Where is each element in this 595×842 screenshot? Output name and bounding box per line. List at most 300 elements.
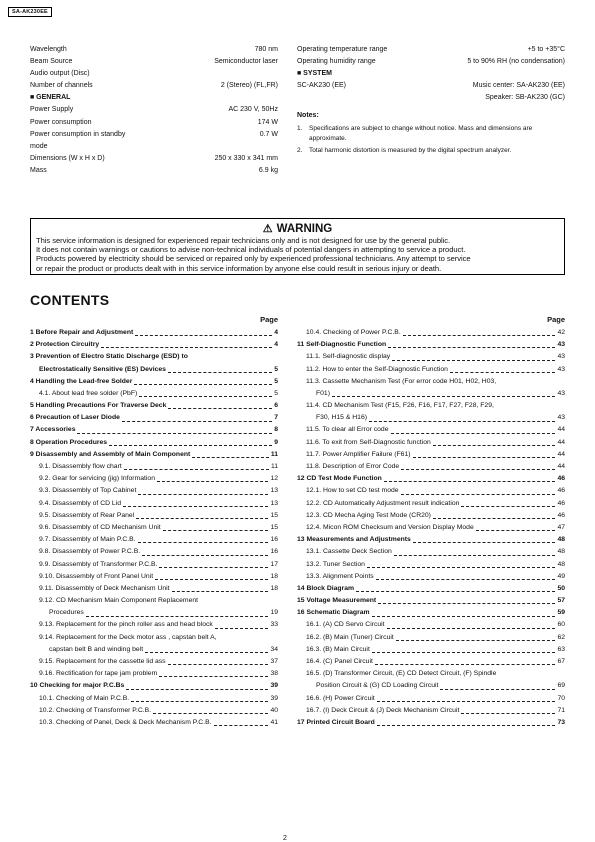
toc-entry-page: 62: [557, 633, 565, 641]
toc-leader: [433, 445, 556, 446]
toc-entry[interactable]: [297, 510, 565, 522]
toc-entry[interactable]: [30, 510, 278, 522]
toc-entry[interactable]: [30, 583, 278, 595]
toc-entry-page: 44: [557, 426, 565, 434]
spec-value: +5 to +35°C: [527, 46, 565, 53]
toc-entry-title: 16.1. (A) CD Servo Circuit: [306, 621, 385, 629]
toc-entry[interactable]: [297, 412, 565, 424]
toc-entry[interactable]: [297, 461, 565, 473]
toc-leader: [372, 616, 556, 617]
toc-entry[interactable]: [30, 534, 278, 546]
toc-entry-title: 11.1. Self-diagnostic display: [306, 353, 391, 361]
toc-entry[interactable]: [30, 473, 278, 485]
toc-entry-page: 46: [557, 487, 565, 495]
toc-leader: [126, 689, 268, 690]
model-tag: SA-AK230EE: [8, 7, 52, 17]
toc-entry[interactable]: [30, 522, 278, 534]
toc-entry[interactable]: [30, 425, 278, 437]
toc-entry-title: 11.2. How to enter the Self-Diagnostic Function: [306, 365, 448, 373]
toc-entry-title: 12.4. Micon ROM Checksum and Version Display Mode: [306, 523, 474, 531]
spec-row: [30, 68, 278, 80]
toc-entry-title: 4 Handling the Lead-free Solder: [30, 377, 133, 385]
toc-entry[interactable]: [297, 559, 565, 571]
spec-value: 174 W: [257, 118, 278, 126]
toc-entry[interactable]: [297, 485, 565, 497]
warning-line: This service information is designed for experienced repair technicians only and is not designed for use by the general public.: [36, 236, 451, 245]
spec-label: Power consumption: [30, 118, 92, 126]
toc-entry-page: 67: [557, 658, 565, 666]
toc-entry[interactable]: [30, 668, 278, 680]
toc-entry-title: 9.9. Disassembly of Transformer P.C.B.: [39, 560, 158, 568]
toc-entry-page: 43: [557, 365, 565, 373]
toc-entry[interactable]: [297, 364, 565, 376]
toc-entry-title: 11 Self-Diagnostic Function: [297, 341, 387, 349]
toc-entry[interactable]: [30, 461, 278, 473]
toc-entry-page: 70: [557, 694, 565, 702]
toc-entry[interactable]: [30, 449, 278, 461]
toc-entry[interactable]: [297, 705, 565, 717]
toc-leader: [401, 494, 556, 495]
toc-entry[interactable]: [30, 717, 278, 729]
toc-entry[interactable]: [30, 364, 278, 376]
toc-entry-page: 5: [274, 365, 278, 373]
toc-entry-title: 16.5. (D) Transformer Circuit, (E) CD Detect Circuit, (F) Spindle: [306, 670, 497, 678]
toc-entry-page: 46: [557, 511, 565, 519]
toc-entry-page: 69: [557, 682, 565, 690]
contents-title: CONTENTS: [30, 292, 110, 308]
warning-line: Products powered by electricity should be serviced or repaired only by experienced professional technicians. Any attempt to service: [36, 254, 471, 264]
spec-row: [30, 165, 278, 177]
toc-leader: [440, 689, 555, 690]
spec-row: [30, 153, 278, 165]
toc-entry-page: 48: [557, 548, 565, 556]
toc-entry-title: 13.1. Cassette Deck Section: [306, 548, 392, 556]
toc-entry-page: 13: [270, 487, 278, 495]
toc-leader: [77, 433, 272, 434]
toc-entry-title: 10.3. Checking of Panel, Deck & Deck Mechanism P.C.B.: [39, 718, 212, 726]
toc-entry[interactable]: [30, 327, 278, 339]
toc-entry[interactable]: [297, 376, 565, 388]
toc-entry[interactable]: [30, 376, 278, 388]
spec-value: Semiconductor laser: [214, 58, 278, 66]
spec-value: 2 (Stereo) (FL,FR): [220, 82, 278, 90]
spec-label: Mass: [30, 166, 47, 174]
toc-entry-page: 6: [274, 402, 278, 410]
toc-entry-title: 9.11. Disassembly of Deck Mechanism Unit: [39, 584, 170, 592]
toc-leader: [450, 372, 556, 373]
warning-line: It does not contain warnings or cautions to advise non-technical individuals of potential dangers in attempting to service a product.: [36, 245, 466, 255]
spec-value: 0.7 W: [259, 130, 278, 138]
toc-entry-page: 9: [274, 438, 278, 446]
toc-entry-page: 16: [270, 548, 278, 556]
toc-entry[interactable]: [297, 717, 565, 729]
toc-entry-title: 4.1. About lead free solder (PbF): [39, 389, 138, 397]
spec-label: Audio output (Disc): [30, 70, 90, 78]
toc-leader: [86, 616, 269, 617]
toc-leader: [403, 335, 556, 336]
toc-entry-page: 46: [557, 499, 565, 507]
toc-leader: [168, 408, 272, 409]
warning-body: [31, 236, 564, 273]
toc-entry[interactable]: [297, 656, 565, 668]
toc-entry[interactable]: [297, 400, 565, 412]
toc-entry[interactable]: [30, 595, 278, 607]
toc-leader: [377, 701, 556, 702]
toc-entry-title: 6 Precaution of Laser Diode: [30, 414, 120, 422]
toc-entry[interactable]: [30, 485, 278, 497]
toc-leader: [168, 664, 269, 665]
toc-entry[interactable]: [297, 388, 565, 400]
toc-entry-page: 7: [274, 414, 278, 422]
toc-entry-title: 16.6. (H) Power Circuit: [306, 694, 375, 702]
toc-entry-title: capstan belt B and winding belt: [49, 645, 144, 653]
toc-entry-page: 18: [270, 572, 278, 580]
toc-entry-title: 13 Measurements and Adjustments: [297, 536, 411, 544]
toc-entry-page: 12: [270, 475, 278, 483]
toc-entry-title: 10.2. Checking of Transformer P.C.B.: [39, 706, 152, 714]
warning-title: [31, 222, 564, 236]
toc-entry-title: 12.2. CD Automatically Adjustment result indication: [306, 499, 460, 507]
toc-entry-title: 9.8. Disassembly of Power P.C.B.: [39, 548, 141, 556]
toc-entry-title: 17 Printed Circuit Board: [297, 718, 375, 726]
toc-entry-title: 8 Operation Procedures: [30, 438, 108, 446]
toc-entry-title: 16.7. (I) Deck Circuit & (J) Deck Mechanism Circuit: [306, 706, 460, 714]
toc-leader: [375, 664, 556, 665]
spec-row: [30, 56, 278, 68]
toc-entry[interactable]: [297, 522, 565, 534]
toc-leader: [122, 421, 272, 422]
toc-leader: [215, 628, 269, 629]
toc-entry-title: 12 CD Test Mode Function: [297, 475, 382, 483]
toc-entry[interactable]: [30, 607, 278, 619]
toc-entry-page: 44: [557, 438, 565, 446]
toc-entry[interactable]: [30, 339, 278, 351]
toc-entry-page: 4: [274, 341, 278, 349]
toc-entry[interactable]: [297, 583, 565, 595]
toc-entry-title: 13.2. Tuner Section: [306, 560, 365, 568]
toc-leader: [153, 713, 268, 714]
toc-leader: [134, 384, 272, 385]
toc-leader: [394, 555, 556, 556]
toc-entry[interactable]: [30, 571, 278, 583]
spec-section-heading: ■ GENERAL: [30, 94, 71, 102]
toc-entry[interactable]: [30, 705, 278, 717]
spec-row: [30, 129, 278, 141]
toc-leader: [155, 579, 268, 580]
toc-entry-page: 44: [557, 450, 565, 458]
notes: [297, 110, 565, 156]
toc-entry-title: Position Circuit & (G) CD Loading Circuit: [316, 682, 439, 690]
toc-entry-page: 63: [557, 645, 565, 653]
toc-leader: [476, 530, 556, 531]
spec-row: [297, 92, 565, 104]
toc-entry-page: 41: [270, 718, 278, 726]
toc-entry-title: 11.7. Power Amplifier Failure (F61): [306, 450, 411, 458]
toc-entry[interactable]: [297, 473, 565, 485]
toc-entry-title: 2 Protection Circuitry: [30, 341, 100, 349]
toc-leader: [392, 360, 555, 361]
toc-entry-title: 11.6. To exit from Self-Diagnostic function: [306, 438, 431, 446]
toc-entry[interactable]: [297, 644, 565, 656]
toc-entry[interactable]: [30, 620, 278, 632]
toc-entry-title: 9.10. Disassembly of Front Panel Unit: [39, 572, 154, 580]
toc-entry-page: 43: [557, 414, 565, 422]
toc-entry[interactable]: [30, 693, 278, 705]
toc-leader: [377, 725, 556, 726]
toc-entry-page: 16: [270, 536, 278, 544]
toc-entry-title: 5 Handling Precautions For Traverse Deck: [30, 402, 167, 410]
spec-label: mode: [30, 142, 48, 150]
toc-entry-title: 3 Prevention of Electro Static Discharge (ESD) to: [30, 353, 188, 361]
toc-leader: [139, 396, 272, 397]
toc-entry-title: F01): [316, 389, 330, 397]
toc-entry-title: 11.5. To clear all Error code: [306, 426, 389, 434]
page-column-label: Page: [547, 315, 565, 324]
toc-entry[interactable]: [297, 620, 565, 632]
toc-entry-title: 10.4. Checking of Power P.C.B.: [306, 328, 401, 336]
toc-entry-page: 39: [270, 694, 278, 702]
spec-value: Speaker: SB-AK230 (GC): [485, 94, 565, 102]
notes-label: Notes:: [297, 112, 319, 120]
warning-icon: ⚠: [262, 223, 273, 235]
toc-leader: [332, 396, 555, 397]
spec-value: 780 nm: [254, 46, 278, 53]
spec-value: AC 230 V, 50Hz: [228, 106, 278, 114]
toc-entry-title: 11.3. Cassette Mechanism Test (For error code H01, H02, H03,: [306, 377, 497, 385]
toc-entry-title: 7 Accessories: [30, 426, 76, 434]
toc-entry-title: F30, H15 & H16): [316, 414, 367, 422]
toc-entry-title: 9 Disassembly and Assembly of Main Component: [30, 450, 191, 458]
page-column-label: Page: [260, 315, 278, 324]
spec-label: Operating temperature range: [297, 46, 388, 53]
toc-entry-page: 40: [270, 706, 278, 714]
toc-entry[interactable]: [297, 571, 565, 583]
toc-leader: [109, 445, 272, 446]
toc-leader: [391, 433, 556, 434]
toc-entry-title: 15 Voltage Measurement: [297, 597, 377, 605]
toc-entry-title: 14 Block Diagram: [297, 584, 355, 592]
spec-row: [30, 117, 278, 129]
toc-entry-title: 9.6. Disassembly of CD Mechanism Unit: [39, 523, 161, 531]
toc-entry[interactable]: [297, 607, 565, 619]
toc-leader: [372, 652, 556, 653]
toc-leader: [135, 335, 272, 336]
toc-leader: [461, 506, 555, 507]
toc-entry[interactable]: [30, 412, 278, 424]
toc-entry-title: 10.1. Checking of Main P.C.B.: [39, 694, 130, 702]
toc-entry[interactable]: [297, 680, 565, 692]
toc-leader: [387, 628, 556, 629]
toc-leader: [413, 457, 556, 458]
toc-leader: [163, 530, 269, 531]
spec-label: Power consumption in standby: [30, 130, 126, 138]
toc-entry-title: Electrostatically Sensitive (ES) Devices: [39, 365, 166, 373]
toc-leader: [433, 518, 556, 519]
toc-entry-page: 11: [270, 450, 278, 458]
toc-entry-title: 9.16. Rectification for tape jam problem: [39, 670, 158, 678]
toc-entry[interactable]: [30, 498, 278, 510]
notes-list: [297, 124, 565, 156]
toc-entry[interactable]: [30, 632, 278, 644]
toc-entry[interactable]: [297, 327, 565, 339]
toc-leader: [367, 567, 555, 568]
toc-entry[interactable]: [297, 693, 565, 705]
toc-entry-title: 9.12. CD Mechanism Main Component Replacement: [39, 597, 199, 605]
toc-entry-title: Procedures: [49, 609, 84, 617]
toc-leader: [214, 725, 269, 726]
toc-leader: [396, 640, 556, 641]
toc-entry-page: 71: [557, 706, 565, 714]
toc-leader: [123, 506, 268, 507]
toc-entry[interactable]: [297, 632, 565, 644]
spec-label: Power Supply: [30, 106, 74, 114]
toc-entry-page: 43: [557, 341, 565, 349]
toc-entry-title: 9.14. Replacement for the Deck motor ass , capstan belt A,: [39, 633, 217, 641]
toc-leader: [124, 469, 269, 470]
toc-leader: [356, 591, 555, 592]
toc-entry-title: 16 Schematic Diagram: [297, 609, 370, 617]
toc-entry-page: 48: [557, 536, 565, 544]
note-text: Total harmonic distortion is measured by the digital spectrum analyzer.: [309, 147, 512, 155]
toc-entry[interactable]: [30, 546, 278, 558]
toc-entry[interactable]: [30, 400, 278, 412]
toc-leader: [136, 518, 268, 519]
spec-row: [30, 44, 278, 56]
spec-value: 6.9 kg: [258, 166, 278, 174]
note-item: [297, 124, 565, 143]
spec-row: [30, 104, 278, 116]
spec-value: Music center: SA-AK230 (EE): [472, 82, 565, 90]
toc-leader: [159, 676, 268, 677]
toc-entry[interactable]: [30, 656, 278, 668]
spec-label: Dimensions (W x H x D): [30, 154, 105, 162]
toc-entry[interactable]: [30, 680, 278, 692]
toc-leader: [138, 494, 268, 495]
toc-entry[interactable]: [297, 546, 565, 558]
specs-right: [297, 44, 565, 159]
toc-entry[interactable]: [297, 595, 565, 607]
toc-entry-title: 16.2. (B) Main (Tuner) Circuit: [306, 633, 394, 641]
toc-entry[interactable]: [297, 351, 565, 363]
toc-entry-page: 44: [557, 463, 565, 471]
note-number: 1.: [297, 125, 303, 133]
toc-leader: [145, 652, 268, 653]
toc-leader: [101, 347, 272, 348]
toc-leader: [401, 469, 555, 470]
toc-entry-title: 16.4. (C) Panel Circuit: [306, 658, 373, 666]
toc-entry-page: 39: [270, 682, 278, 690]
toc-entry-page: 15: [270, 523, 278, 531]
note-text: Specifications are subject to change without notice. Mass and dimensions are approximate.: [309, 125, 533, 142]
specs-left: [30, 44, 278, 177]
toc-entry-page: 17: [270, 560, 278, 568]
toc-entry-title: 11.4. CD Mechanism Test (F15, F26, F16, F17, F27, F28, F29,: [306, 402, 494, 410]
toc-entry-page: 11: [270, 463, 278, 471]
toc-entry-page: 34: [270, 645, 278, 653]
toc-entry-page: 48: [557, 560, 565, 568]
toc-entry-page: 49: [557, 572, 565, 580]
toc-entry-page: 19: [270, 609, 278, 617]
toc-entry-title: 9.2. Gear for servicing (jig) Information: [39, 475, 155, 483]
toc-entry-page: 42: [557, 328, 565, 336]
toc-leader: [413, 542, 556, 543]
toc-entry-page: 4: [274, 328, 278, 336]
toc-leader: [378, 603, 555, 604]
spec-label: SC-AK230 (EE): [297, 82, 347, 90]
toc-entry[interactable]: [297, 498, 565, 510]
toc-entry[interactable]: [297, 534, 565, 546]
toc-entry-page: 50: [557, 584, 565, 592]
toc-entry-page: 59: [557, 609, 565, 617]
toc-entry-page: 73: [557, 718, 565, 726]
toc-entry-title: 9.15. Replacement for the cassette lid ass: [39, 658, 166, 666]
toc-entry-title: 13.3. Alignment Points: [306, 572, 374, 580]
toc-leader: [131, 701, 268, 702]
toc-leader: [138, 542, 269, 543]
toc-entry[interactable]: [297, 437, 565, 449]
spec-row: [30, 80, 278, 92]
spec-row: [297, 56, 565, 68]
toc-leader: [369, 421, 555, 422]
toc-leader: [168, 372, 272, 373]
toc-entry-page: 57: [557, 597, 565, 605]
toc-entry-page: 15: [270, 511, 278, 519]
toc-entry-page: 13: [270, 499, 278, 507]
spec-row: [30, 141, 278, 153]
toc-entry-title: 9.13. Replacement for the pinch roller ass and head block: [39, 621, 213, 629]
toc-entry[interactable]: [297, 668, 565, 680]
spec-label: Number of channels: [30, 82, 93, 90]
spec-label: Wavelength: [30, 46, 67, 53]
warning-title-text: WARNING: [276, 223, 333, 235]
toc-entry-title: 10 Checking for major P.C.Bs: [30, 682, 125, 690]
toc-entry-page: 8: [274, 426, 278, 434]
toc-entry[interactable]: [297, 449, 565, 461]
toc-left-column: [30, 312, 278, 729]
toc-leader: [384, 481, 556, 482]
toc-entry-page: 5: [274, 389, 278, 397]
page-number: 2: [283, 835, 287, 842]
toc-entry[interactable]: [30, 388, 278, 400]
toc-entry-page: 46: [557, 475, 565, 483]
toc-leader: [159, 567, 268, 568]
toc-entry-title: 9.5. Disassembly of Rear Panel: [39, 511, 135, 519]
toc-entry[interactable]: [30, 351, 278, 363]
spec-value: 250 x 330 x 341 mm: [214, 154, 278, 162]
toc-entry-title: 9.1. Disassembly flow chart: [39, 463, 122, 471]
toc-entry[interactable]: [297, 425, 565, 437]
warning-box: [30, 218, 565, 275]
spec-section-heading: ■ SYSTEM: [297, 70, 332, 78]
toc-entry[interactable]: [30, 644, 278, 656]
toc-entry[interactable]: [297, 339, 565, 351]
toc-entry-title: 16.3. (B) Main Circuit: [306, 645, 370, 653]
toc-entry-page: 60: [557, 621, 565, 629]
toc-entry-page: 5: [274, 377, 278, 385]
toc-entry[interactable]: [30, 559, 278, 571]
toc-entry-title: 9.3. Disassembly of Top Cabinet: [39, 487, 137, 495]
toc-entry-page: 47: [557, 523, 565, 531]
toc-entry-title: 11.8. Description of Error Code: [306, 463, 400, 471]
toc-entry-page: 43: [557, 389, 565, 397]
toc-leader: [157, 481, 268, 482]
spec-value: 5 to 90% RH (no condensation): [467, 58, 565, 66]
toc-leader: [192, 457, 269, 458]
toc-entry-page: 43: [557, 353, 565, 361]
toc-entry[interactable]: [30, 437, 278, 449]
toc-entry-page: 18: [270, 584, 278, 592]
spec-row: [297, 44, 565, 56]
